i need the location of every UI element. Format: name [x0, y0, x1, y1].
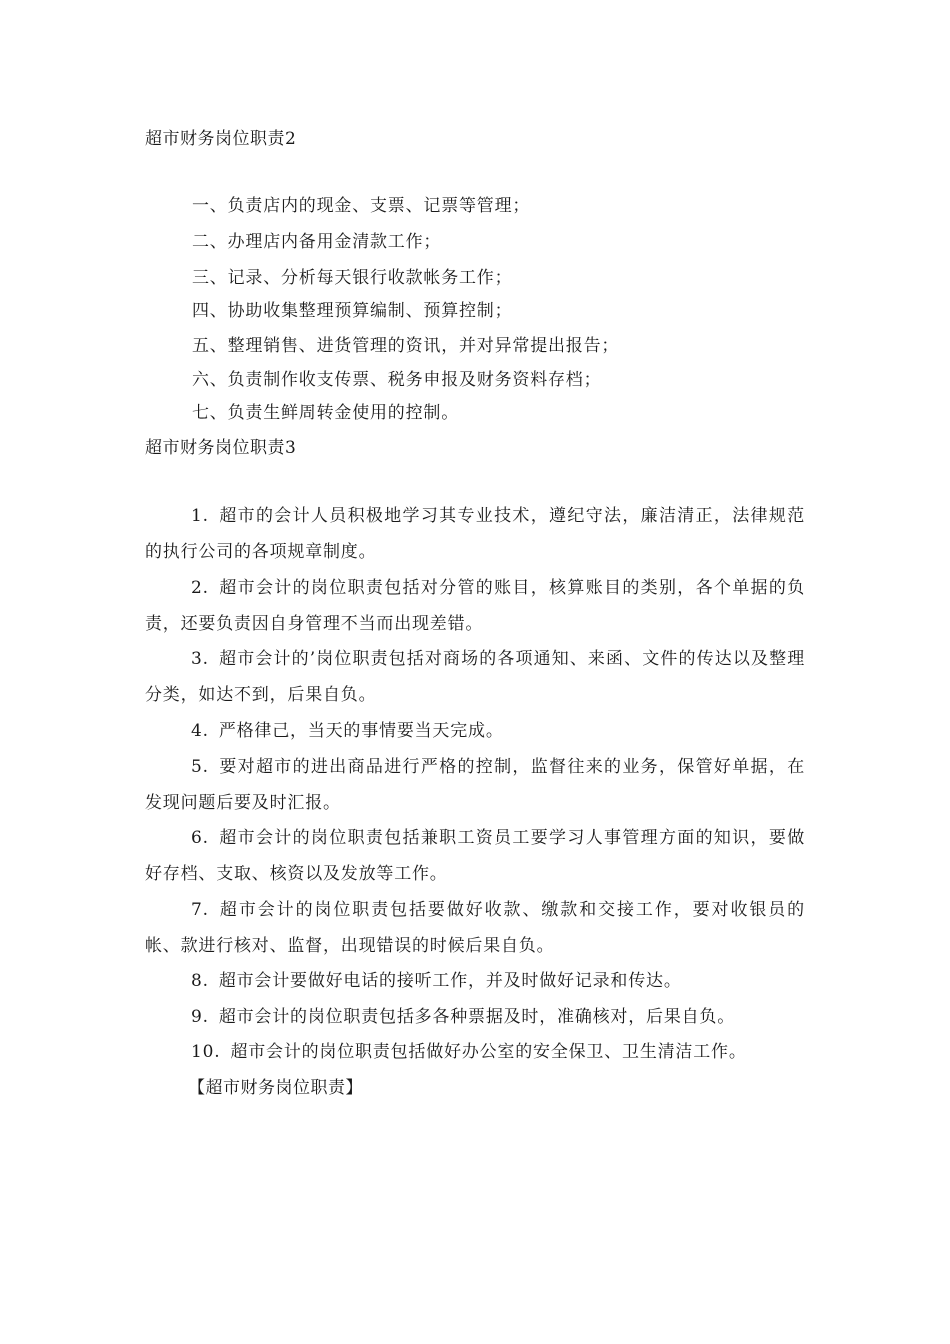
section-3-item-6: [145, 820, 805, 892]
section-2-item-7: 七、负责生鲜周转金使用的控制。: [192, 403, 459, 423]
section-2-item-5: 五、整理销售、进货管理的资讯，并对异常提出报告；: [192, 336, 620, 356]
item-text: 超市会计的’岗位职责包括对商场的各项通知、来函、文件的传达以及整理分类，如达不到，后果自负。: [145, 649, 805, 705]
section-3-item-3: [145, 641, 805, 713]
section-2-item-6: 六、负责制作收支传票、税务申报及财务资料存档；: [192, 370, 602, 390]
item-text: 超市会计的岗位职责包括多各种票据及时，准确核对，后果自负。: [218, 1007, 736, 1027]
section-3-item-8: [145, 963, 805, 999]
item-text: 超市的会计人员积极地学习其专业技术，遵纪守法，廉洁清正，法律规范的执行公司的各项规章制度。: [145, 506, 805, 562]
section-3-item-9: [145, 999, 805, 1035]
item-number: 7.: [191, 900, 209, 920]
item-number: 5.: [191, 757, 209, 777]
item-text: 超市会计的岗位职责包括做好办公室的安全保卫、卫生清洁工作。: [230, 1042, 747, 1062]
item-text: 超市会计要做好电话的接听工作，并及时做好记录和传达。: [218, 971, 682, 991]
item-text: 超市会计的岗位职责包括要做好收款、缴款和交接工作，要对收银员的帐、款进行核对、监督，出现错误的时候后果自负。: [145, 900, 805, 956]
section-3-item-2: [145, 570, 805, 642]
item-text: 超市会计的岗位职责包括兼职工资员工要学习人事管理方面的知识，要做好存档、支取、核资以及发放等工作。: [145, 828, 805, 884]
item-text: 要对超市的进出商品进行严格的控制，监督往来的业务，保管好单据，在发现问题后要及时汇报。: [145, 757, 805, 813]
item-number: 6.: [191, 828, 209, 848]
section-2-item-4: 四、协助收集整理预算编制、预算控制；: [192, 301, 513, 321]
section-2-item-1: 一、负责店内的现金、支票、记票等管理；: [192, 196, 531, 216]
section-2-item-3: 三、记录、分析每天银行收款帐务工作；: [192, 268, 513, 288]
item-number: 2.: [191, 578, 209, 598]
item-number: 4.: [191, 721, 209, 741]
item-number: 1.: [191, 506, 209, 526]
footer-tag: 【超市财务岗位职责】: [188, 1078, 363, 1098]
section-2-item-2: 二、办理店内备用金清款工作；: [192, 232, 442, 252]
section-3-item-1: [145, 498, 805, 570]
section-3-item-10: [145, 1034, 805, 1070]
item-number: 3.: [191, 649, 209, 669]
item-text: 超市会计的岗位职责包括对分管的账目，核算账目的类别，各个单据的负责，还要负责因自身管理不当而出现差错。: [145, 578, 805, 634]
section-3-item-4: [145, 713, 805, 749]
section-3-item-5: [145, 749, 805, 821]
section-2-title: 超市财务岗位职责2: [145, 129, 297, 149]
item-number: 9.: [191, 1007, 209, 1027]
item-number: 8.: [191, 971, 209, 991]
section-3-title: 超市财务岗位职责3: [145, 438, 297, 458]
item-number: 10.: [191, 1042, 221, 1062]
section-3-item-7: [145, 892, 805, 964]
item-text: 严格律己，当天的事情要当天完成。: [218, 721, 504, 741]
